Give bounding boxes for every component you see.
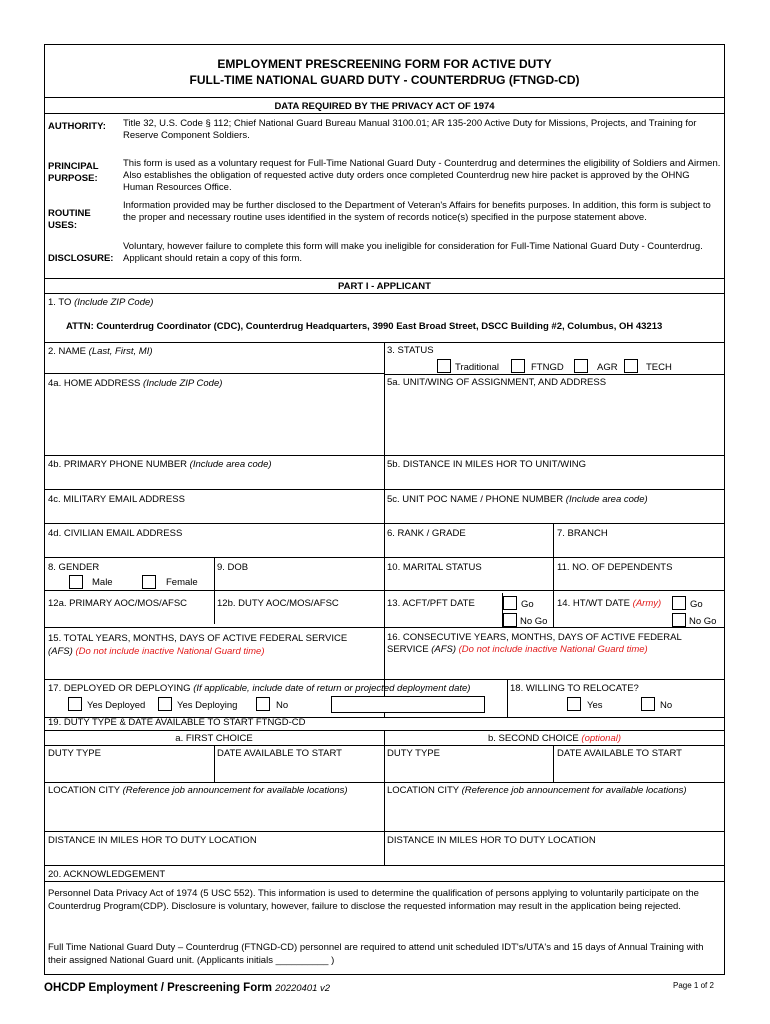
gender-female-label: Female <box>166 577 198 588</box>
dependents-field[interactable]: 11. NO. OF DEPENDENTS <box>557 562 673 573</box>
second-location-city-field[interactable] <box>387 785 687 796</box>
name-field[interactable] <box>48 346 153 357</box>
first-date-available-field[interactable]: DATE AVAILABLE TO START <box>217 748 342 759</box>
not-deployed-checkbox[interactable] <box>256 697 270 711</box>
acft-date-field[interactable]: 13. ACFT/PFT DATE <box>387 598 475 609</box>
acknowledgement-training-text: Full Time National Guard Duty – Counterdrug (FTNGD-CD) personnel are required to attend unit scheduled IDT's/UTA's and 15 days of Annual Training with their assigned National Guard unit. (Applicants initials __________ ) <box>48 942 704 966</box>
first-choice-heading: a. FIRST CHOICE <box>175 733 253 744</box>
civilian-email-field[interactable]: 4d. CIVILIAN EMAIL ADDRESS <box>48 528 183 539</box>
gender-male-checkbox[interactable] <box>69 575 83 589</box>
military-email-field[interactable]: 4c. MILITARY EMAIL ADDRESS <box>48 494 185 505</box>
relocate-yes-label: Yes <box>587 700 603 711</box>
status-traditional-label: Traditional <box>455 362 500 373</box>
home-address-label: 4a. HOME ADDRESS <box>48 378 141 389</box>
htwt-nogo-label: No Go <box>689 616 717 627</box>
primary-aoc-field[interactable]: 12a. PRIMARY AOC/MOS/AFSC <box>48 598 188 609</box>
poc-hint: (Include area code) <box>565 494 648 505</box>
gender-male-label: Male <box>92 577 113 588</box>
acft-nogo-label: No Go <box>520 616 548 627</box>
second-distance-field[interactable]: DISTANCE IN MILES HOR TO DUTY LOCATION <box>387 835 596 846</box>
unit-field[interactable]: 5a. UNIT/WING OF ASSIGNMENT, AND ADDRESS <box>387 377 607 388</box>
status-label: 3. STATUS <box>387 345 434 356</box>
routine-label-1: ROUTINE <box>48 208 91 219</box>
acft-go-label: Go <box>521 599 534 610</box>
branch-field[interactable]: 7. BRANCH <box>557 528 608 539</box>
acft-nogo-checkbox[interactable] <box>503 613 517 627</box>
phone-field[interactable] <box>48 459 272 470</box>
principal-label-2: PURPOSE: <box>48 173 98 184</box>
status-ftngd-checkbox[interactable] <box>511 359 525 373</box>
routine-text: Information provided may be further disclosed to the Department of Veteran's Affairs for benefits purposes. In addition, this form is subject to the proper and necessary routine uses identified in the system of records notice(s) specified in the purpose statement above. <box>123 200 711 223</box>
to-label: 1. TO <box>48 297 72 308</box>
afs-note: (Do not include inactive National Guard time) <box>75 646 265 657</box>
unit-distance-field[interactable]: 5b. DISTANCE IN MILES HOR TO UNIT/WING <box>387 459 586 470</box>
htwt-go-label: Go <box>690 599 703 610</box>
status-agr-checkbox[interactable] <box>574 359 588 373</box>
form-version: 20220401 v2 <box>275 983 331 994</box>
home-address-field[interactable] <box>48 378 222 389</box>
gender-female-checkbox[interactable] <box>142 575 156 589</box>
relocate-yes-checkbox[interactable] <box>567 697 581 711</box>
home-address-hint: (Include ZIP Code) <box>143 378 223 389</box>
dob-field[interactable]: 9. DOB <box>217 562 249 573</box>
duty-type-heading: 19. DUTY TYPE & DATE AVAILABLE TO START FTNGD-CD <box>48 717 306 728</box>
gender-label: 8. GENDER <box>48 562 100 573</box>
first-location-hint: (Reference job announcement for available locations) <box>122 785 348 796</box>
consec-abbrev: (AFS) <box>431 644 456 655</box>
yes-deploying-label: Yes Deploying <box>177 700 238 711</box>
name-label: 2. NAME <box>48 346 87 357</box>
disclosure-label: DISCLOSURE: <box>48 253 114 264</box>
status-tech-label: TECH <box>646 362 672 373</box>
deployed-hint: (If applicable, include date of return or projected deployment date) <box>193 683 471 694</box>
first-distance-field[interactable]: DISTANCE IN MILES HOR TO DUTY LOCATION <box>48 835 257 846</box>
poc-label: 5c. UNIT POC NAME / PHONE NUMBER <box>387 494 564 505</box>
afs-abbrev: (AFS) <box>48 646 73 657</box>
principal-text: This form is used as a voluntary request for Full-Time National Guard Duty - Counterdrug and determines the eligibility of Soldiers and Airmen. Also establishes the obligation of requested active duty orders once completed Counterdrug new hire packet is approved by the OHNG Human Resources Office. <box>123 158 721 193</box>
phone-label: 4b. PRIMARY PHONE NUMBER <box>48 459 188 470</box>
htwt-nogo-checkbox[interactable] <box>672 613 686 627</box>
footer-form-name <box>44 981 330 996</box>
afs-consecutive-field[interactable] <box>387 644 648 655</box>
htwt-label: 14. HT/WT DATE <box>557 598 631 609</box>
acft-go-checkbox[interactable] <box>503 596 517 610</box>
page-number: Page 1 of 2 <box>673 981 714 990</box>
status-agr-label: AGR <box>597 362 618 373</box>
duty-aoc-field[interactable]: 12b. DUTY AOC/MOS/AFSC <box>217 598 339 609</box>
name-hint: (Last, First, MI) <box>88 346 153 357</box>
deployed-label-row <box>48 683 470 694</box>
principal-label-1: PRINCIPAL <box>48 161 99 172</box>
unit-poc-field[interactable] <box>387 494 648 505</box>
second-location-hint: (Reference job announcement for available locations) <box>461 785 687 796</box>
to-field[interactable] <box>48 297 153 308</box>
marital-status-field[interactable]: 10. MARITAL STATUS <box>387 562 482 573</box>
routine-label-2: USES: <box>48 220 78 231</box>
consec-service: SERVICE <box>387 644 429 655</box>
status-traditional-checkbox[interactable] <box>437 359 451 373</box>
deployment-date-input[interactable] <box>331 696 485 713</box>
disclosure-text: Voluntary, however failure to complete this form will make you ineligible for consideration for Full-Time National Guard Duty - Counterdrug. Applicant should retain a copy of this form. <box>123 241 703 264</box>
yes-deployed-label: Yes Deployed <box>87 700 146 711</box>
relocate-no-label: No <box>660 700 673 711</box>
form-title-line1: EMPLOYMENT PRESCREENING FORM FOR ACTIVE DUTY <box>217 57 552 71</box>
phone-hint: (Include area code) <box>189 459 272 470</box>
acknowledgement-heading: 20. ACKNOWLEDGEMENT <box>48 869 166 880</box>
second-choice-heading <box>384 733 725 744</box>
afs-consecutive-label: 16. CONSECUTIVE YEARS, MONTHS, DAYS OF ACTIVE FEDERAL <box>387 632 682 643</box>
first-location-city-field[interactable] <box>48 785 348 796</box>
consec-note: (Do not include inactive National Guard time) <box>458 644 648 655</box>
relocate-label: 18. WILLING TO RELOCATE? <box>510 683 639 694</box>
first-duty-type-field[interactable]: DUTY TYPE <box>48 748 101 759</box>
rank-field[interactable]: 6. RANK / GRADE <box>387 528 466 539</box>
authority-text: Title 32, U.S. Code § 112; Chief National Guard Bureau Manual 3100.01; AR 135-200 Active Duty for Missions, Projects, and Training for Reserve Component Soldiers. <box>123 118 697 141</box>
second-date-available-field[interactable]: DATE AVAILABLE TO START <box>557 748 682 759</box>
htwt-go-checkbox[interactable] <box>672 596 686 610</box>
first-location-label: LOCATION CITY <box>48 785 120 796</box>
to-hint: (Include ZIP Code) <box>74 297 154 308</box>
deployed-label: 17. DEPLOYED OR DEPLOYING <box>48 683 191 694</box>
part1-heading: PART I - APPLICANT <box>338 281 431 292</box>
second-location-label: LOCATION CITY <box>387 785 459 796</box>
form-name: OHCDP Employment / Prescreening Form <box>44 982 272 994</box>
acknowledgement-privacy-text: Personnel Data Privacy Act of 1974 (5 USC 552). This information is used to determine the qualification of persons applying to voluntarily participate on the Counterdrug Program(CDP). Disclosure is voluntary, however, failure to disclose the requested information may result in the application being rejected. <box>48 888 699 912</box>
yes-deploying-checkbox[interactable] <box>158 697 172 711</box>
authority-label: AUTHORITY: <box>48 121 106 132</box>
second-choice-optional: (optional) <box>581 733 622 744</box>
afs-total-field[interactable] <box>48 646 265 657</box>
htwt-date-field[interactable] <box>557 598 661 609</box>
afs-total-label: 15. TOTAL YEARS, MONTHS, DAYS OF ACTIVE FEDERAL SERVICE <box>48 633 348 644</box>
relocate-no-checkbox[interactable] <box>641 697 655 711</box>
htwt-hint: (Army) <box>632 598 662 609</box>
yes-deployed-checkbox[interactable] <box>68 697 82 711</box>
privacy-heading: DATA REQUIRED BY THE PRIVACY ACT OF 1974 <box>274 101 495 112</box>
attn-line: ATTN: Counterdrug Coordinator (CDC), Counterdrug Headquarters, 3990 East Broad Street, DSCC Building #2, Columbus, OH 43213 <box>66 321 663 332</box>
second-duty-type-field[interactable]: DUTY TYPE <box>387 748 440 759</box>
not-deployed-label: No <box>276 700 289 711</box>
status-tech-checkbox[interactable] <box>624 359 638 373</box>
status-ftngd-label: FTNGD <box>531 362 564 373</box>
second-choice-label: b. SECOND CHOICE <box>487 733 579 744</box>
form-title-line2: FULL-TIME NATIONAL GUARD DUTY - COUNTERDRUG (FTNGD-CD) <box>189 73 580 87</box>
